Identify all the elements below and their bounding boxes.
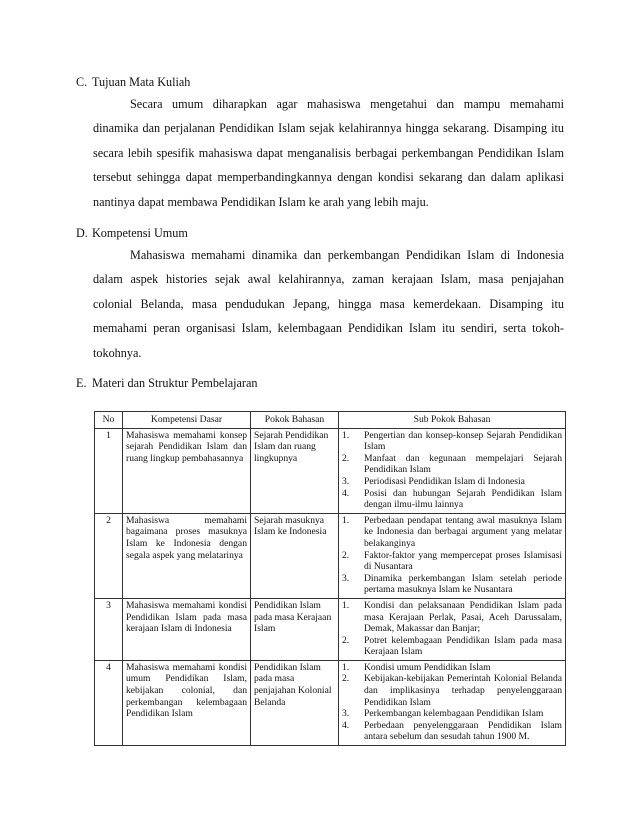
section-e-title: Materi dan Struktur Pembelajaran bbox=[92, 376, 258, 390]
cell-no: 1 bbox=[95, 428, 123, 513]
list-item: 4. Posisi dan hubungan Sejarah Pendidikan Islam dengan ilmu-ilmu lainnya bbox=[342, 487, 562, 511]
sub-topic-list bbox=[342, 600, 562, 658]
section-e-heading bbox=[76, 376, 258, 391]
list-item: 2. Kebijakan-kebijakan Pemerintah Kolonial Belanda dan implikasinya terhadap penyelenggaraan Pendidikan Islam bbox=[342, 673, 562, 708]
paragraph-line: dalam aspek histories sejak awal kelahirannya, zaman kerajaan Islam, masa penjajahan bbox=[93, 272, 564, 287]
sub-topic-list bbox=[342, 515, 562, 596]
paragraph-line: memahami peran organisasi Islam, kelembagaan Pendidikan Islam itu sendiri, serta tokoh- bbox=[93, 321, 564, 336]
paragraph-line: dinamika dan perjalanan Pendidikan Islam sejak kelahirannya hingga sekarang. Disamping itu bbox=[93, 121, 564, 136]
header-pokok-bahasan: Pokok Bahasan bbox=[251, 412, 339, 429]
paragraph-line: secara lebih spesifik mahasiswa dapat menganalisis berbagai perkembangan Pendidikan Islam bbox=[93, 145, 564, 160]
table-row bbox=[95, 598, 566, 660]
section-c-paragraph bbox=[93, 92, 564, 214]
paragraph-line: Secara umum diharapkan agar mahasiswa mengetahui dan mampu memahami bbox=[130, 97, 564, 111]
list-item: 1. Pengertian dan konsep-konsep Sejarah Pendidikan Islam bbox=[342, 429, 562, 453]
cell-pokok-bahasan: Pendidikan Islam pada masa penjajahan Kolonial Belanda bbox=[251, 660, 339, 745]
paragraph-line: tersebut sehingga dapat memperbandingkannya dengan kondisi sekarang dan dalam aplikasi bbox=[93, 170, 564, 185]
paragraph-line: tokohnya. bbox=[93, 345, 142, 360]
paragraph-line: colonial Belanda, masa pendudukan Jepang, hingga masa kemerdekaan. Disamping itu bbox=[93, 296, 564, 311]
list-item: 2. Potret kelembagaan Pendidikan Islam pada masa Kerajaan Islam bbox=[342, 634, 562, 658]
cell-pokok-bahasan: Sejarah Pendidikan Islam dan ruang lingkupnya bbox=[251, 428, 339, 513]
cell-sub-pokok-bahasan bbox=[339, 660, 566, 745]
table-row bbox=[95, 428, 566, 513]
table-row bbox=[95, 660, 566, 745]
list-item: 2. Manfaat dan kegunaan mempelajari Sejarah Pendidikan Islam bbox=[342, 452, 562, 476]
header-kompetensi-dasar: Kompetensi Dasar bbox=[123, 412, 251, 429]
cell-sub-pokok-bahasan bbox=[339, 428, 566, 513]
cell-sub-pokok-bahasan bbox=[339, 598, 566, 660]
list-item: 1. Perbedaan pendapat tentang awal masuknya Islam ke Indonesia dan berbagai argument yang melatar belakanginya bbox=[342, 514, 562, 549]
paragraph-line: nantinya dapat membawa Pendidikan Islam ke arah yang lebih maju. bbox=[93, 194, 429, 209]
list-item: 3. Perkembangan kelembagaan Pendidikan Islam bbox=[342, 708, 544, 720]
section-c-letter: C. bbox=[76, 75, 88, 89]
sub-topic-list bbox=[342, 430, 562, 511]
section-d-paragraph bbox=[93, 243, 564, 365]
cell-kompetensi-dasar: Mahasiswa memahami konsep sejarah Pendidikan Islam dan ruang lingkup pembahasannya bbox=[123, 428, 251, 513]
cell-no: 3 bbox=[95, 598, 123, 660]
table-header-row bbox=[95, 412, 566, 429]
cell-sub-pokok-bahasan bbox=[339, 513, 566, 598]
list-item: 1. Kondisi umum Pendidikan Islam bbox=[342, 661, 491, 673]
header-no: No bbox=[95, 412, 123, 429]
section-d-letter: D. bbox=[76, 226, 88, 240]
cell-pokok-bahasan: Pendidikan Islam pada masa Kerajaan Islam bbox=[251, 598, 339, 660]
materials-table bbox=[94, 411, 566, 746]
section-d-title: Kompetensi Umum bbox=[92, 226, 188, 240]
cell-pokok-bahasan: Sejarah masuknya Islam ke Indonesia bbox=[251, 513, 339, 598]
paragraph-line: Mahasiswa memahami dinamika dan perkembangan Pendidikan Islam di Indonesia bbox=[130, 248, 564, 262]
list-item: 1. Kondisi dan pelaksanaan Pendidikan Islam pada masa Kerajaan Perlak, Pasai, Aceh Darussalam, Demak, Makassar dan Banjar; bbox=[342, 599, 562, 635]
list-item: 3. Periodisasi Pendidikan Islam di Indonesia bbox=[342, 475, 525, 487]
sub-topic-list bbox=[342, 662, 562, 743]
cell-no: 2 bbox=[95, 513, 123, 598]
cell-kompetensi-dasar: Mahasiswa memahami kondisi umum Pendidikan Islam, kebijakan colonial, dan perkembangan kelembagaan Pendidikan Islam bbox=[123, 660, 251, 745]
list-item: 2. Faktor-faktor yang mempercepat proses Islamisasi di Nusantara bbox=[342, 549, 562, 573]
table-row bbox=[95, 513, 566, 598]
section-c-title: Tujuan Mata Kuliah bbox=[92, 75, 191, 89]
list-item: 3. Dinamika perkembangan Islam setelah periode pertama masuknya Islam ke Nusantara bbox=[342, 572, 562, 596]
section-d-heading bbox=[76, 226, 188, 241]
section-e-letter: E. bbox=[76, 376, 87, 390]
cell-kompetensi-dasar: Mahasiswa memahami bagaimana proses masuknya Islam ke Indonesia dengan segala aspek yang melatarinya bbox=[123, 513, 251, 598]
header-sub-pokok-bahasan: Sub Pokok Bahasan bbox=[339, 412, 566, 429]
section-c-heading bbox=[76, 75, 190, 90]
cell-no: 4 bbox=[95, 660, 123, 745]
cell-kompetensi-dasar: Mahasiswa memahami kondisi Pendidikan Islam pada masa kerajaan Islam di Indonesia bbox=[123, 598, 251, 660]
list-item: 4. Perbedaan penyelenggaraan Pendidikan Islam antara sebelum dan sesudah tahun 1900 M. bbox=[342, 719, 562, 743]
